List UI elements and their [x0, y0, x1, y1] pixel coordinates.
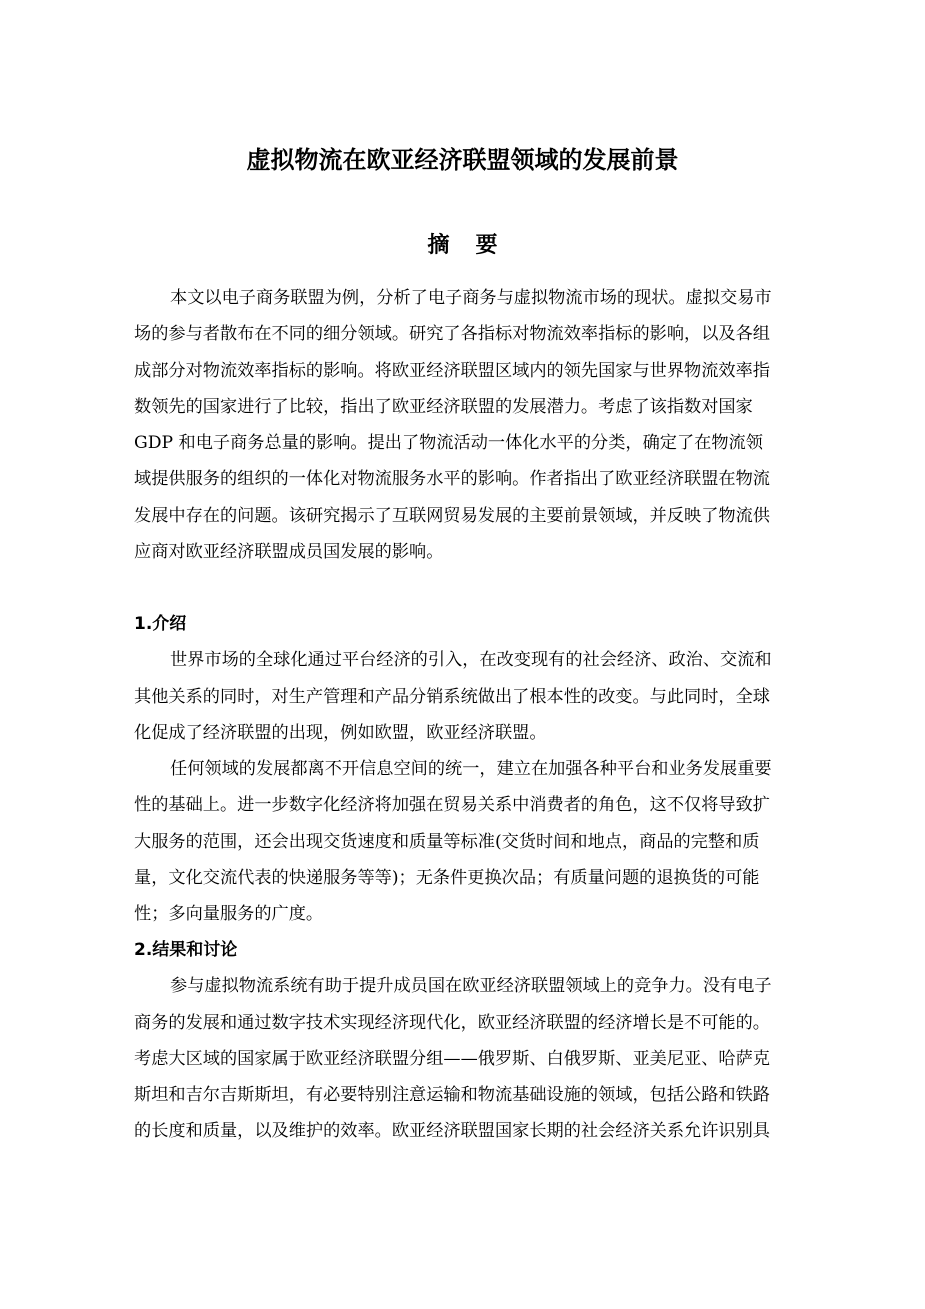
document-title: 虚拟物流在欧亚经济联盟领域的发展前景: [246, 146, 679, 174]
abstract-line: 应商对欧亚经济联盟成员国发展的影响。: [134, 542, 444, 563]
abstract-line: 数领先的国家进行了比较，指出了欧亚经济联盟的发展潜力。考虑了该指数对国家: [134, 396, 753, 417]
paragraph-line: 的长度和质量，以及维护的效率。欧亚经济联盟国家长期的社会经济关系允许识别具: [134, 1121, 770, 1142]
paragraph-line: 量，文化交流代表的快递服务等等)；无条件更换次品；有质量问题的退换货的可能: [134, 868, 760, 889]
paragraph-line: 性的基础上。进一步数字化经济将加强在贸易关系中消费者的角色，这不仅将导致扩: [134, 795, 770, 816]
abstract-line: 发展中存在的问题。该研究揭示了互联网贸易发展的主要前景领域，并反映了物流供: [134, 505, 770, 526]
paragraph-line: 化促成了经济联盟的出现，例如欧盟，欧亚经济联盟。: [134, 722, 547, 743]
paragraph-line: 世界市场的全球化通过平台经济的引入，在改变现有的社会经济、政治、交流和: [170, 650, 772, 671]
paragraph-line: 其他关系的同时，对生产管理和产品分销系统做出了根本性的改变。与此同时，全球: [134, 686, 770, 707]
paragraph-line: 参与虚拟物流系统有助于提升成员国在欧亚经济联盟领域上的竞争力。没有电子: [170, 976, 772, 997]
paragraph-line: 大服务的范围，还会出现交货速度和质量等标准(交货时间和地点，商品的完整和质: [134, 831, 760, 852]
abstract-paragraph: [134, 280, 816, 570]
abstract-line: 本文以电子商务联盟为例，分析了电子商务与虚拟物流市场的现状。虚拟交易市: [170, 288, 772, 308]
abstract-heading: 摘要: [427, 233, 524, 258]
paragraph-line: 性；多向量服务的广度。: [134, 904, 324, 925]
section-introduction: [134, 606, 816, 933]
paragraph-line: 斯坦和吉尔吉斯斯坦，有必要特别注意运输和物流基础设施的领域，包括公路和铁路: [134, 1085, 770, 1106]
paragraph-line: 任何领域的发展都离不开信息空间的统一，建立在加强各种平台和业务发展重要: [170, 759, 772, 780]
abstract-line: 成部分对物流效率指标的影响。将欧亚经济联盟区域内的领先国家与世界物流效率指: [134, 360, 770, 381]
section-results-discussion: [134, 932, 816, 1150]
abstract-line: 场的参与者散布在不同的细分领域。研究了各指标对物流效率指标的影响，以及各组: [134, 324, 770, 345]
abstract-line: GDP 和电子商务总量的影响。提出了物流活动一体化水平的分类，确定了在物流领: [134, 433, 763, 454]
paragraph-line: 考虑大区域的国家属于欧亚经济联盟分组——俄罗斯、白俄罗斯、亚美尼亚、哈萨克: [134, 1048, 770, 1069]
abstract-line: 域提供服务的组织的一体化对物流服务水平的影响。作者指出了欧亚经济联盟在物流: [134, 469, 770, 490]
paragraph-line: 商务的发展和通过数字技术实现经济现代化，欧亚经济联盟的经济增长是不可能的。: [134, 1012, 770, 1033]
section-heading: 1.介绍: [134, 614, 187, 634]
section-heading: 2.结果和讨论: [134, 940, 238, 960]
